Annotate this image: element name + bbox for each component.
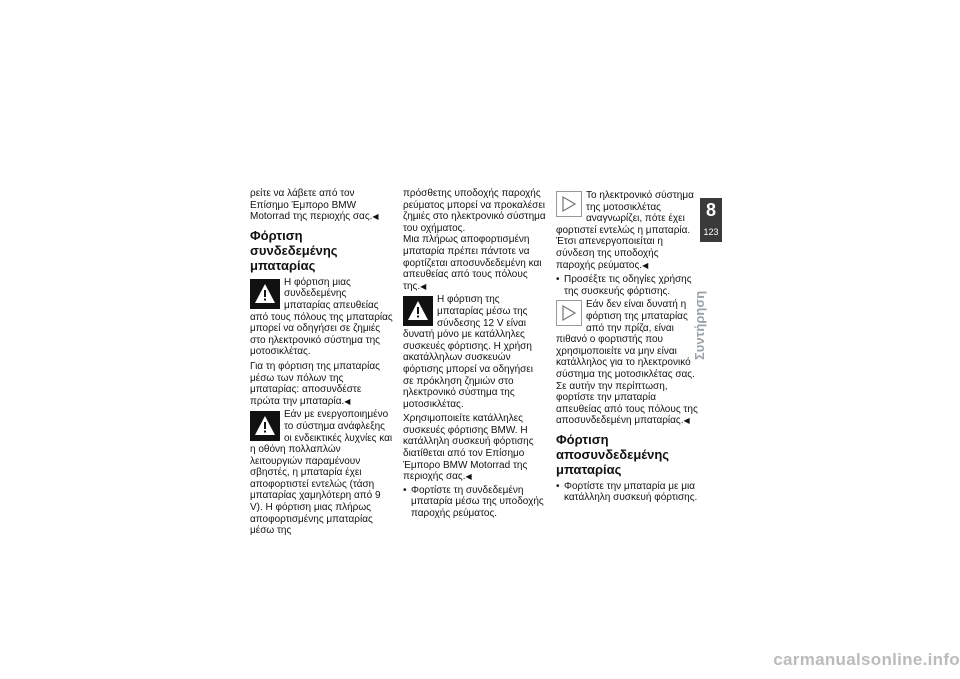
- column-1: [250, 188, 393, 540]
- col1-paragraph: Για τη φόρτιση της μπαταρίας μέσω των πόλων της μπαταρίας: αποσυνδέστε πρώτα την μπαταρία. ◀: [250, 361, 393, 407]
- note-play-icon: [556, 191, 582, 217]
- note-text: Το ηλεκτρονικό σύστημα της μοτοσικλέτας αναγνωρίζει, πότε έχει φορτιστεί εντελώς η μπαταρία. Έτσι απενεργοποιείται η σύνδεση της υποδοχής παροχής ρεύματος. ◀: [556, 190, 699, 271]
- warning-triangle-icon: [403, 296, 433, 326]
- warning-text: Η φόρτιση μιας συνδεδεμένης μπαταρίας απευθείας από τους πόλους της μπαταρίας μπορεί να οδηγήσει σε ζημιές στο ηλεκτρονικό σύστημα της μοτοσικλέτας.: [250, 276, 393, 358]
- warning-block: [250, 277, 393, 358]
- note-block: [556, 299, 699, 427]
- warning-block: [250, 409, 393, 537]
- warning-triangle-icon: [250, 279, 280, 309]
- end-marker-icon: [372, 211, 378, 222]
- column-2: [403, 188, 546, 522]
- note-play-icon: [556, 300, 582, 326]
- bullet-list: [556, 274, 699, 297]
- chapter-number: 8: [705, 200, 716, 220]
- chapter-tab: [700, 198, 722, 242]
- note-text: Εάν δεν είναι δυνατή η φόρτιση της μπαταρίας από την πρίζα, είναι πιθανό ο φορτιστής που χρησιμοποιείτε να μην είναι κατάλληλος για το ηλεκτρονικό σύστημα της μοτοσικλέτας σας. Σε αυτήν την περίπτωση, φορτίστε την μπαταρία απευθείας από τους πόλους της αποσυνδεδεμένη μπαταρίας. ◀: [556, 299, 699, 427]
- end-marker-icon: [466, 471, 472, 482]
- list-item: • Φορτίστε την μπαταρία με μια κατάλληλη συσκευή φόρτισης.: [556, 481, 699, 504]
- list-item: • Προσέξτε τις οδηγίες χρήσης της συσκευής φόρτισης.: [556, 274, 699, 297]
- warning-text: Εάν με ενεργοποιημένο το σύστημα ανάφλεξης οι ενδεικτικές λυχνίες και η οθόνη πολλαπλών λειτουργιών παραμένουν σβηστές, η μπαταρία έχει αποφορτιστεί εντελώς (τάση μπαταρίας χαμηλότερη από 9 V). Η φόρτιση μιας πλήρως αποφορτισμένης μπαταρίας μέσω της: [250, 409, 393, 537]
- col2-paragraph: Μια πλήρως αποφορτισμένη μπαταρία πρέπει πάντοτε να φορτίζεται αποσυνδεδεμένη και απευθείας από τους πόλους της. ◀: [403, 234, 546, 292]
- bullet-list: [556, 481, 699, 504]
- warning-triangle-icon: [250, 411, 280, 441]
- page-number: 123: [703, 227, 719, 237]
- end-marker-icon: [642, 260, 648, 271]
- section-heading: Φόρτιση συνδεδεμένης μπαταρίας: [250, 227, 338, 273]
- bullet-list: [403, 485, 546, 520]
- end-marker-icon: [420, 281, 426, 292]
- warning-text: Η φόρτιση της μπαταρίας μέσω της σύνδεσης 12 V είναι δυνατή μόνο με κατάλληλες συσκευές φόρτισης. Η χρήση ακατάλληλων συσκευών φόρτισης μπορεί να οδηγήσει σε πρόκληση ζημιών στο ηλεκτρονικό σύστημα της μοτοσικλέτας.: [403, 294, 533, 410]
- col1-intro: ρείτε να λάβετε από τον Επίσημο Έμπορο BMW Motorrad της περιοχής σας. ◀: [250, 188, 393, 223]
- note-block: [556, 190, 699, 271]
- section-heading: Φόρτιση αποσυνδεδεμένης μπαταρίας: [556, 431, 670, 477]
- col2-paragraph: Χρησιμοποιείτε κατάλληλες συσκευές φόρτισης BMW. Η κατάλληλη συσκευή φόρτισης διατίθεται από τον Επίσημο Έμπορο BMW Motorrad της περιοχής σας. ◀: [403, 413, 546, 483]
- section-label: Συντήρηση: [692, 290, 707, 360]
- end-marker-icon: [684, 415, 690, 426]
- col2-paragraph: πρόσθετης υποδοχής παροχής ρεύματος μπορεί να προκαλέσει ζημιές στο ηλεκτρονικό σύστημα του οχήματος.: [403, 188, 546, 234]
- end-marker-icon: [344, 396, 350, 407]
- list-item: • Φορτίστε τη συνδεδεμένη μπαταρία μέσω της υποδοχής παροχής ρεύματος.: [403, 485, 546, 520]
- warning-block: [403, 294, 546, 410]
- watermark: carmanualsonline.info: [773, 650, 960, 669]
- column-3: [556, 188, 699, 506]
